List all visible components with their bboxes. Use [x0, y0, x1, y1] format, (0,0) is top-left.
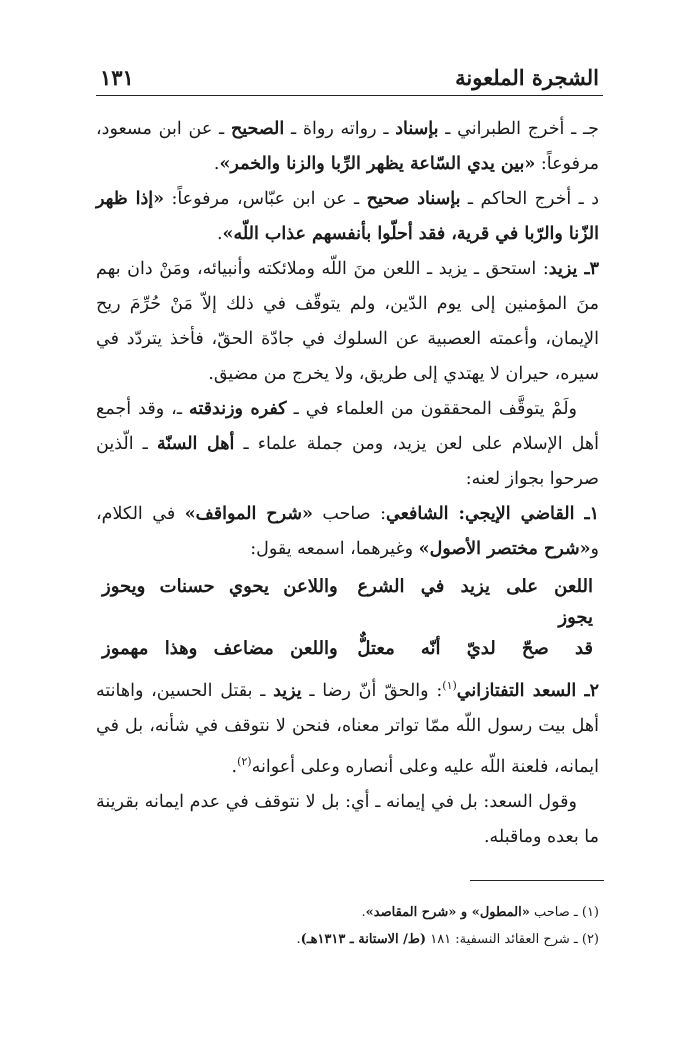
- main-text: [96, 112, 599, 855]
- poem-hemistich: اللعن على يزيد في الشرع يجوز: [357, 576, 593, 628]
- poem-line: [96, 633, 599, 664]
- footnote-rule: [470, 880, 604, 881]
- running-title: الشجرة الملعونة: [455, 65, 599, 90]
- poem-hemistich: قد صحّ لديّ أنّه معتلٌّ: [357, 638, 593, 659]
- text-run: : والحقّ أنّ رضا ـ: [301, 680, 443, 701]
- bold-run: بإسناد: [395, 119, 439, 139]
- paragraph-iji: [96, 497, 599, 567]
- footnote-2: [96, 926, 599, 953]
- section-heading: ٢ـ السعد التفتازاني: [456, 680, 599, 701]
- hadith-quote: «إذا ظهر الزّنا والرّبا في قرية، فقد أحلّوا بأنفسهم عذاب اللّه»: [96, 189, 599, 244]
- text-run: في الكلام، و: [96, 504, 599, 559]
- bold-run: أهل السنّة: [156, 434, 235, 454]
- text-run: .: [231, 756, 238, 777]
- text-run: : صاحب: [312, 504, 386, 524]
- text-run: ـ، وقد أجمع أهل الإسلام على لعن يزيد، ومن جملة علماء ـ: [96, 399, 600, 454]
- text-run: ـ عن ابن مسعود، مرفوعاً:: [96, 119, 599, 174]
- text-run: وقول السعد: بل في إيمانه ـ أي: بل لا نتوقف في عدم ايمانه بقرينة ما بعده وماقبله.: [96, 791, 599, 847]
- bold-run: بإسناد صحيح: [366, 189, 461, 209]
- poem-hemistich: واللعن مضاعف وهذا مهموز: [102, 638, 338, 659]
- header-rule: [96, 95, 603, 96]
- section-heading: ١ـ القاضي الإيجي: الشافعي: [385, 504, 599, 524]
- poem-block: [96, 571, 599, 664]
- text-run: وغيرهما، اسمعه يقول:: [250, 539, 419, 559]
- text-run: ـ بقتل الحسين، واهانته أهل بيت رسول اللّه ممّا تواتر معناه، فنحن لا نتوقف في شأنه، بل في ايمانه، فلعنة اللّه عليه وعلى أنصاره وعلى أعوانه: [96, 680, 599, 777]
- paragraph-taftazani: [96, 668, 599, 785]
- poem-line: [96, 571, 599, 633]
- bold-run: كفره وزندقته: [189, 399, 287, 419]
- book-title: «شرح المواقف»: [184, 504, 313, 524]
- bold-run: (ط/ الاستانة ـ ١٣١٣هـ): [300, 932, 427, 947]
- text-run: (٢) ـ شرح العقائد النسفية: ١٨١: [426, 932, 599, 947]
- poem-hemistich: واللاعن يحوي حسنات ويحوز: [102, 576, 338, 597]
- text-run: .: [213, 154, 220, 174]
- bold-run: الصحيح: [230, 119, 285, 139]
- text-run: ـ عن ابن عبّاس، مرفوعاً:: [164, 189, 367, 209]
- text-run: : استحق ـ يزيد ـ اللعن منَ اللّه وملائكته وأنبيائه، ومَنْ دان بهم منَ المؤمنين إلى يوم الدّين، ولم يتوقّف في ذلك إلاّ مَنْ حُرِّمَ ريح الإيمان، وأعمته العصبية عن السلوك في جادّة الحقّ، فأخذ يتردّد في سيره، حيران لا يهتدي إلى طريق، ولا يخرج من مضيق.: [96, 259, 599, 384]
- footnotes: [96, 899, 599, 953]
- text-run: ولَمْ يتوقَّف المحققون من العلماء في ـ: [286, 399, 577, 419]
- paragraph-yazid: [96, 252, 599, 392]
- paragraph-scholars: [96, 392, 599, 497]
- paragraph-saad: [96, 785, 599, 855]
- footnote-marker: (٢): [237, 754, 252, 768]
- book-title: «شرح مختصر الأصول»: [418, 539, 591, 559]
- running-header: [100, 60, 599, 90]
- paragraph-jim: [96, 112, 599, 182]
- text-run: .: [361, 905, 366, 920]
- page-number: ١٣١: [100, 65, 134, 90]
- text-run: .: [216, 224, 223, 244]
- text-run: .: [296, 932, 301, 947]
- bold-run: «المطول» و «شرح المقاصد»: [365, 905, 530, 920]
- footnote-1: [96, 899, 599, 926]
- text-run: ـ الّذين صرحوا بجواز لعنه:: [96, 434, 599, 489]
- text-run: (١) ـ صاحب: [529, 905, 599, 920]
- section-heading: ٣ـ يزيد: [548, 259, 599, 279]
- hadith-quote: «بين يدي السّاعة يظهر الرِّبا والزنا والخمر»: [219, 154, 536, 174]
- footnote-marker: (١): [442, 679, 457, 692]
- paragraph-dal: [96, 182, 599, 252]
- text-run: ـ رواته رواة ـ: [284, 119, 396, 139]
- text-run: د ـ أخرج الحاكم ـ: [460, 189, 599, 209]
- bold-run: يزيد: [273, 680, 302, 701]
- text-run: جـ ـ أخرج الطبراني ـ: [438, 119, 599, 139]
